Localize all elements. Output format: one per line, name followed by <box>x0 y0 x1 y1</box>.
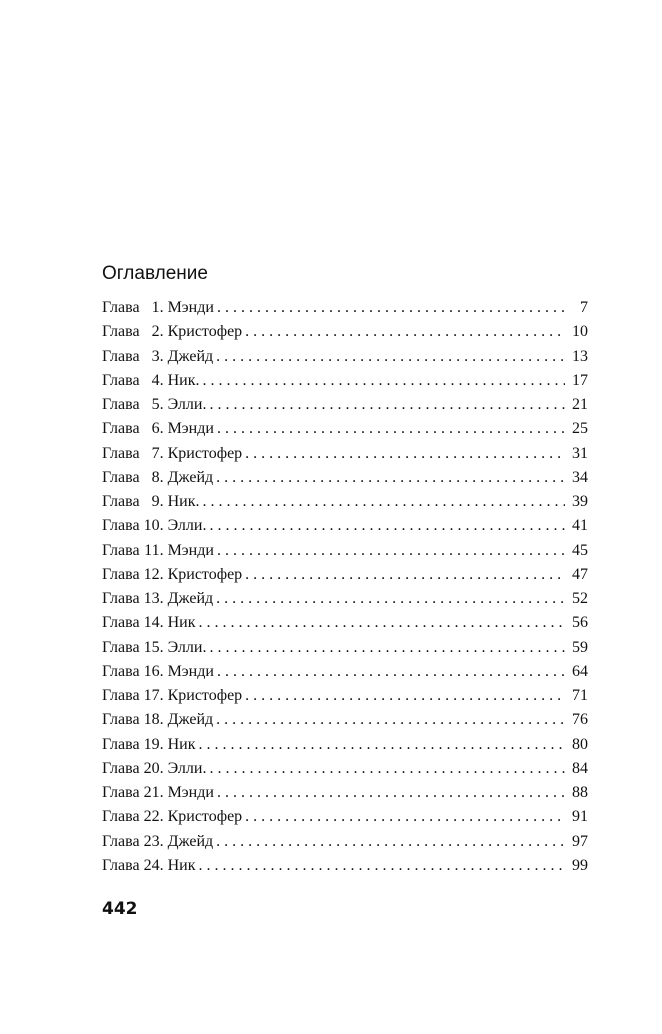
chapter-word: Глава <box>102 347 140 365</box>
dot-leader <box>198 854 565 878</box>
chapter-number: 17. <box>143 687 164 704</box>
toc-entry <box>102 587 588 611</box>
chapter-word: Глава <box>102 662 140 680</box>
dot-leader <box>245 442 565 466</box>
toc-entry <box>102 611 588 635</box>
chapter-number: 11. <box>144 541 164 559</box>
chapter-name: Кристофер <box>167 444 243 462</box>
toc-entry <box>102 830 588 854</box>
dot-leader <box>198 611 565 635</box>
chapter-word: Глава <box>102 371 140 389</box>
chapter-word: Глава <box>102 565 140 583</box>
chapter-name: Ник <box>167 856 196 874</box>
dot-leader <box>245 684 565 708</box>
chapter-name: Джейд <box>167 347 214 365</box>
chapter-number: 19. <box>143 735 164 753</box>
chapter-number: 15. <box>143 638 164 656</box>
toc-entry <box>102 563 588 587</box>
chapter-number: 22. <box>143 808 164 826</box>
chapter-name: Джейд <box>167 468 214 486</box>
chapter-word: Глава <box>102 856 140 874</box>
chapter-name: Мэнди <box>167 299 214 316</box>
chapter-name: Элли. <box>167 759 207 777</box>
chapter-number: 4. <box>151 371 164 389</box>
chapter-name: Мэнди <box>167 420 214 438</box>
dot-leader <box>202 490 565 514</box>
chapter-page-number: 41 <box>572 517 588 535</box>
chapter-name: Ник. <box>167 371 200 389</box>
chapter-name: Мэнди <box>167 541 214 559</box>
toc-entry <box>102 805 588 829</box>
chapter-page-number: 47 <box>572 565 588 583</box>
chapter-name: Джейд <box>167 832 214 850</box>
chapter-name: Ник <box>167 614 196 632</box>
chapter-page-number: 39 <box>572 493 588 510</box>
chapter-word: Глава <box>102 444 140 462</box>
dot-leader <box>202 369 565 393</box>
dot-leader <box>209 757 565 781</box>
chapter-number: 3. <box>151 347 164 365</box>
chapter-page-number: 97 <box>572 832 588 850</box>
toc-entry <box>102 466 588 490</box>
toc-entry <box>102 684 588 708</box>
chapter-number: 1. <box>151 299 164 316</box>
chapter-page-number: 21 <box>572 396 588 413</box>
chapter-name: Кристофер <box>167 323 243 341</box>
chapter-number: 21. <box>143 784 164 801</box>
dot-leader <box>245 563 565 587</box>
chapter-word: Глава <box>102 687 140 704</box>
chapter-word: Глава <box>102 735 140 753</box>
dot-leader <box>245 320 565 344</box>
chapter-name: Элли. <box>167 638 207 656</box>
toc-entry <box>102 757 588 781</box>
chapter-page-number: 80 <box>572 735 588 753</box>
dot-leader <box>216 830 565 854</box>
chapter-number: 16. <box>143 662 164 680</box>
chapter-word: Глава <box>102 614 140 632</box>
dot-leader <box>217 296 565 320</box>
chapter-page-number: 59 <box>572 638 588 656</box>
toc-list <box>102 296 588 878</box>
toc-entry <box>102 417 588 441</box>
chapter-word: Глава <box>102 590 140 607</box>
chapter-page-number: 76 <box>572 711 588 729</box>
chapter-word: Глава <box>102 468 140 486</box>
chapter-word: Глава <box>102 493 140 510</box>
toc-entry <box>102 539 588 563</box>
chapter-name: Ник. <box>167 493 200 510</box>
chapter-word: Глава <box>102 420 140 438</box>
chapter-page-number: 91 <box>572 808 588 826</box>
chapter-number: 5. <box>151 396 164 413</box>
chapter-page-number: 88 <box>572 784 588 801</box>
chapter-page-number: 25 <box>572 420 588 438</box>
chapter-word: Глава <box>102 638 140 656</box>
dot-leader <box>217 417 565 441</box>
chapter-page-number: 45 <box>572 541 588 559</box>
chapter-name: Мэнди <box>167 784 214 801</box>
chapter-number: 10. <box>143 517 164 535</box>
page-number: 442 <box>102 899 138 919</box>
dot-leader <box>217 539 565 563</box>
chapter-page-number: 99 <box>572 856 588 874</box>
chapter-word: Глава <box>102 299 140 316</box>
toc-entry <box>102 708 588 732</box>
dot-leader <box>209 636 565 660</box>
chapter-word: Глава <box>102 784 140 801</box>
dot-leader <box>216 345 565 369</box>
chapter-name: Джейд <box>167 711 214 729</box>
toc-entry <box>102 345 588 369</box>
chapter-number: 20. <box>143 759 164 777</box>
dot-leader <box>217 660 565 684</box>
chapter-word: Глава <box>102 541 140 559</box>
chapter-number: 18. <box>143 711 164 729</box>
chapter-number: 13. <box>143 590 164 607</box>
toc-entry <box>102 393 588 417</box>
chapter-number: 7. <box>151 444 164 462</box>
chapter-number: 12. <box>143 565 164 583</box>
toc-entry <box>102 660 588 684</box>
chapter-name: Мэнди <box>167 662 214 680</box>
chapter-page-number: 71 <box>572 687 588 704</box>
toc-entry <box>102 490 588 514</box>
dot-leader <box>216 587 565 611</box>
dot-leader <box>198 733 565 757</box>
toc-entry <box>102 733 588 757</box>
toc-entry <box>102 781 588 805</box>
dot-leader <box>216 708 565 732</box>
chapter-name: Кристофер <box>167 808 243 826</box>
chapter-page-number: 13 <box>572 347 588 365</box>
chapter-word: Глава <box>102 808 140 826</box>
chapter-page-number: 17 <box>572 371 588 389</box>
chapter-page-number: 10 <box>572 323 588 341</box>
toc-entry <box>102 320 588 344</box>
chapter-word: Глава <box>102 759 140 777</box>
chapter-page-number: 7 <box>580 299 588 316</box>
chapter-name: Кристофер <box>167 565 243 583</box>
chapter-number: 14. <box>143 614 164 632</box>
toc-entry <box>102 854 588 878</box>
chapter-page-number: 34 <box>572 468 588 486</box>
chapter-name: Элли. <box>167 396 207 413</box>
dot-leader <box>245 805 565 829</box>
chapter-number: 24. <box>143 856 164 874</box>
chapter-name: Кристофер <box>167 687 243 704</box>
dot-leader <box>209 514 565 538</box>
toc-entry <box>102 514 588 538</box>
chapter-word: Глава <box>102 323 140 341</box>
chapter-name: Ник <box>167 735 196 753</box>
chapter-page-number: 31 <box>572 444 588 462</box>
chapter-page-number: 64 <box>572 662 588 680</box>
chapter-page-number: 56 <box>572 614 588 632</box>
toc-entry <box>102 636 588 660</box>
chapter-name: Джейд <box>167 590 214 607</box>
toc-entry <box>102 442 588 466</box>
chapter-word: Глава <box>102 832 140 850</box>
chapter-word: Глава <box>102 396 140 413</box>
chapter-number: 2. <box>151 323 164 341</box>
toc-title: Оглавление <box>102 263 208 284</box>
chapter-word: Глава <box>102 517 140 535</box>
chapter-word: Глава <box>102 711 140 729</box>
chapter-number: 9. <box>151 493 164 510</box>
chapter-number: 8. <box>151 468 164 486</box>
toc-entry <box>102 296 588 320</box>
dot-leader <box>209 393 565 417</box>
chapter-name: Элли. <box>167 517 207 535</box>
dot-leader <box>217 781 565 805</box>
dot-leader <box>216 466 565 490</box>
chapter-page-number: 84 <box>572 759 588 777</box>
chapter-page-number: 52 <box>572 590 588 607</box>
chapter-number: 6. <box>151 420 164 438</box>
chapter-number: 23. <box>143 832 164 850</box>
toc-entry <box>102 369 588 393</box>
